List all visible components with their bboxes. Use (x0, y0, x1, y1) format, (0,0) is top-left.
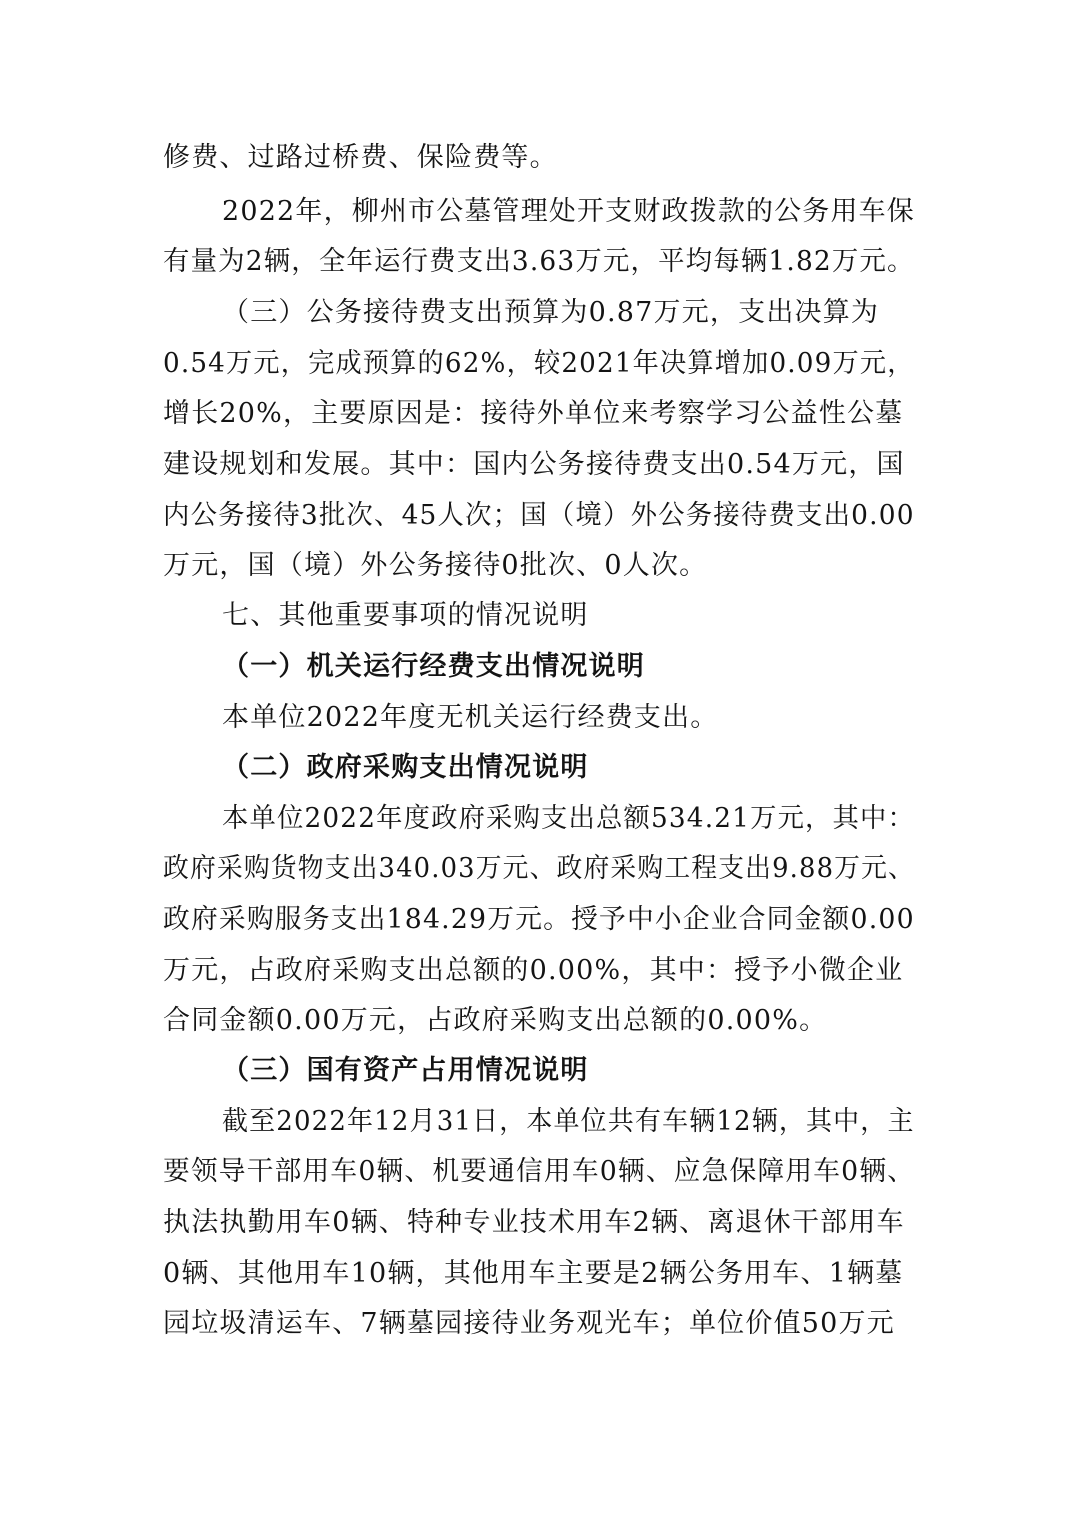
text-line: 建设规划和发展。其中：国内公务接待费支出0.54万元，国 (163, 449, 905, 480)
text-line: 合同金额0.00万元，占政府采购支出总额的0.00%。 (163, 1005, 828, 1036)
text-line: 有量为2辆，全年运行费支出3.63万元，平均每辆1.82万元。 (163, 246, 915, 277)
text-line: 执法执勤用车0辆、特种专业技术用车2辆、离退休干部用车 (163, 1207, 905, 1238)
text-line: 万元，占政府采购支出总额的0.00%，其中：授予小微企业 (163, 955, 904, 986)
text-line: 本单位2022年度无机关运行经费支出。 (222, 702, 719, 733)
subsection-heading: （二）政府采购支出情况说明 (222, 752, 589, 783)
text-line: 0辆、其他用车10辆，其他用车主要是2辆公务用车、1辆墓 (163, 1258, 904, 1289)
text-line: 2022年，柳州市公墓管理处开支财政拨款的公务用车保 (222, 196, 915, 227)
text-line: 内公务接待3批次、45人次；国（境）外公务接待费支出0.00 (163, 500, 915, 531)
subsection-heading: （一）机关运行经费支出情况说明 (222, 651, 645, 682)
text-line: （三）公务接待费支出预算为0.87万元，支出决算为 (222, 297, 880, 328)
text-line: 0.54万元，完成预算的62%，较2021年决算增加0.09万元， (163, 348, 915, 379)
text-line: 本单位2022年度政府采购支出总额534.21万元，其中： (222, 803, 916, 834)
text-line: 政府采购服务支出184.29万元。授予中小企业合同金额0.00 (163, 904, 915, 935)
text-line: 万元，国（境）外公务接待0批次、0人次。 (163, 550, 708, 581)
text-line: 修费、过路过桥费、保险费等。 (163, 142, 558, 173)
text-line: 增长20%，主要原因是：接待外单位来考察学习公益性公墓 (163, 398, 904, 429)
text-line: 截至2022年12月31日，本单位共有车辆12辆，其中，主 (222, 1106, 915, 1137)
text-line: 要领导干部用车0辆、机要通信用车0辆、应急保障用车0辆、 (163, 1156, 916, 1187)
subsection-heading: （三）国有资产占用情况说明 (222, 1055, 589, 1086)
text-line: 园垃圾清运车、7辆墓园接待业务观光车；单位价值50万元 (163, 1308, 895, 1339)
section-heading: 七、其他重要事项的情况说明 (222, 600, 589, 631)
text-line: 政府采购货物支出340.03万元、政府采购工程支出9.88万元、 (163, 853, 915, 884)
